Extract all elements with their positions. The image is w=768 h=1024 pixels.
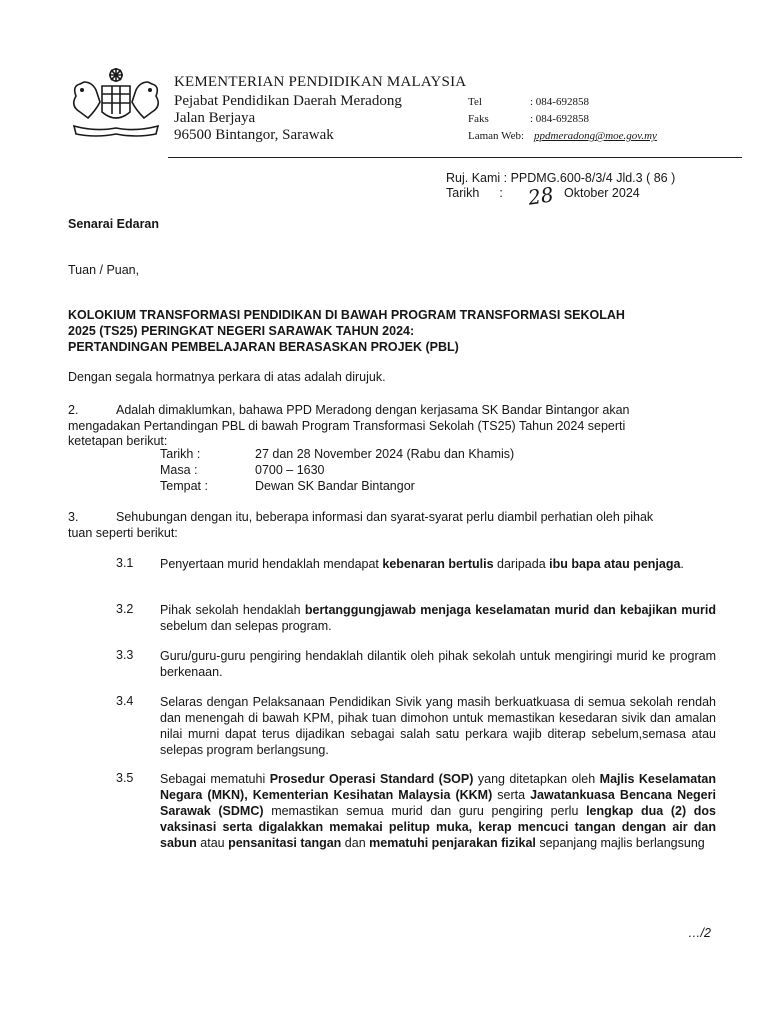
item-text-3-5: Sebagai mematuhi Prosedur Operasi Standard (SOP) yang ditetapkan oleh Majlis Keselamatan Negara (MKN), Kementerian Kesihatan Malaysia (KKM) serta Jawatankuasa Bencana Negeri Sarawak (SDMC) memastikan semua murid dan guru pengiring perlu lengkap dua (2) dos vaksinasi serta digalakkan memakai pelitup muka, kerap mencuci tangan dengan air dan sabun atau pensanitasi tangan dan mematuhi penjarakan fizikal sepanjang majlis berlangsung bbox=[160, 772, 716, 850]
website-link[interactable] bbox=[534, 130, 657, 142]
subject-line: KOLOKIUM TRANSFORMASI PENDIDIKAN DI BAWAH PROGRAM TRANSFORMASI SEKOLAH bbox=[68, 308, 625, 322]
paragraph-3-line: Sehubungan dengan itu, beberapa informasi dan syarat-syarat perlu diambil perhatian oleh pihak bbox=[116, 510, 654, 524]
date-month-year: Oktober 2024 bbox=[564, 186, 640, 200]
intro-paragraph: Dengan segala hormatnya perkara di atas adalah dirujuk. bbox=[68, 370, 386, 384]
item-text-3-1: Penyertaan murid hendaklah mendapat kebenaran bertulis daripada ibu bapa atau penjaga. bbox=[160, 557, 684, 571]
letterhead-divider bbox=[168, 157, 742, 158]
detail-label-time: Masa : bbox=[160, 463, 198, 477]
paragraph-number: 3. bbox=[68, 510, 79, 524]
item-number: 3.5 bbox=[116, 771, 134, 785]
item-number: 3.1 bbox=[116, 556, 134, 570]
ministry-name: KEMENTERIAN PENDIDIKAN MALAYSIA bbox=[174, 74, 467, 90]
item-text-3-3: Guru/guru-guru pengiring hendaklah dilantik oleh pihak sekolah untuk mengiringi murid ke program berkenaan. bbox=[160, 649, 716, 679]
fax-label: Faks bbox=[468, 113, 489, 125]
letter-subject bbox=[68, 307, 728, 355]
paragraph-2-line: mengadakan Pertandingan PBL di bawah Program Transformasi Sekolah (TS25) Tahun 2024 seperti bbox=[68, 419, 626, 433]
subject-line: PERTANDINGAN PEMBELAJARAN BERASASKAN PROJEK (PBL) bbox=[68, 340, 459, 354]
item-text-3-4: Selaras dengan Pelaksanaan Pendidikan Sivik yang masih berkuatkuasa di semua sekolah rendah dan menengah di bawah KPM, pihak tuan dimohon untuk memastikan kesedaran sivik dan amalan nilai murni dapat terus dijadikan sebagai salah satu perkara wajib diterap sebelum,semasa atau selepas program berlangsung. bbox=[160, 695, 716, 757]
detail-label-venue: Tempat : bbox=[160, 479, 208, 493]
reference-number: Ruj. Kami : PPDMG.600-8/3/4 Jld.3 ( 86 ) bbox=[446, 171, 676, 185]
street-address: Jalan Berjaya bbox=[174, 110, 256, 126]
detail-value-time: 0700 – 1630 bbox=[255, 463, 325, 477]
paragraph-2-line: ketetapan berikut: bbox=[68, 434, 168, 448]
item-number: 3.4 bbox=[116, 694, 134, 708]
recipient: Senarai Edaran bbox=[68, 217, 160, 231]
item-number: 3.2 bbox=[116, 602, 134, 616]
page-continuation: …/2 bbox=[688, 926, 711, 940]
coat-of-arms-logo bbox=[66, 66, 166, 142]
detail-value-venue: Dewan SK Bandar Bintangor bbox=[255, 479, 415, 493]
handwritten-day: 28 bbox=[526, 182, 555, 210]
date-label: Tarikh : bbox=[446, 186, 503, 200]
email-text: ppdmeradong@moe.gov.my bbox=[534, 130, 657, 142]
office-name: Pejabat Pendidikan Daerah Meradong bbox=[174, 93, 402, 109]
detail-label-date: Tarikh : bbox=[160, 447, 201, 461]
paragraph-number: 2. bbox=[68, 403, 79, 417]
fax-value: : 084-692858 bbox=[530, 113, 589, 125]
salutation: Tuan / Puan, bbox=[68, 263, 140, 277]
detail-value-date: 27 dan 28 November 2024 (Rabu dan Khamis) bbox=[255, 447, 515, 461]
tel-value: : 084-692858 bbox=[530, 96, 589, 108]
subject-line: 2025 (TS25) PERINGKAT NEGERI SARAWAK TAHUN 2024: bbox=[68, 324, 415, 338]
paragraph-3-line: tuan seperti berikut: bbox=[68, 526, 178, 540]
city-address: 96500 Bintangor, Sarawak bbox=[174, 127, 334, 143]
tel-label: Tel bbox=[468, 96, 482, 108]
paragraph-2-line: Adalah dimaklumkan, bahawa PPD Meradong dengan kerjasama SK Bandar Bintangor akan bbox=[116, 403, 630, 417]
item-number: 3.3 bbox=[116, 648, 134, 662]
website-label: Laman Web: bbox=[468, 130, 525, 142]
item-text-3-2: Pihak sekolah hendaklah bertanggungjawab menjaga keselamatan murid dan kebajikan murid sebelum dan selepas program. bbox=[160, 603, 716, 633]
